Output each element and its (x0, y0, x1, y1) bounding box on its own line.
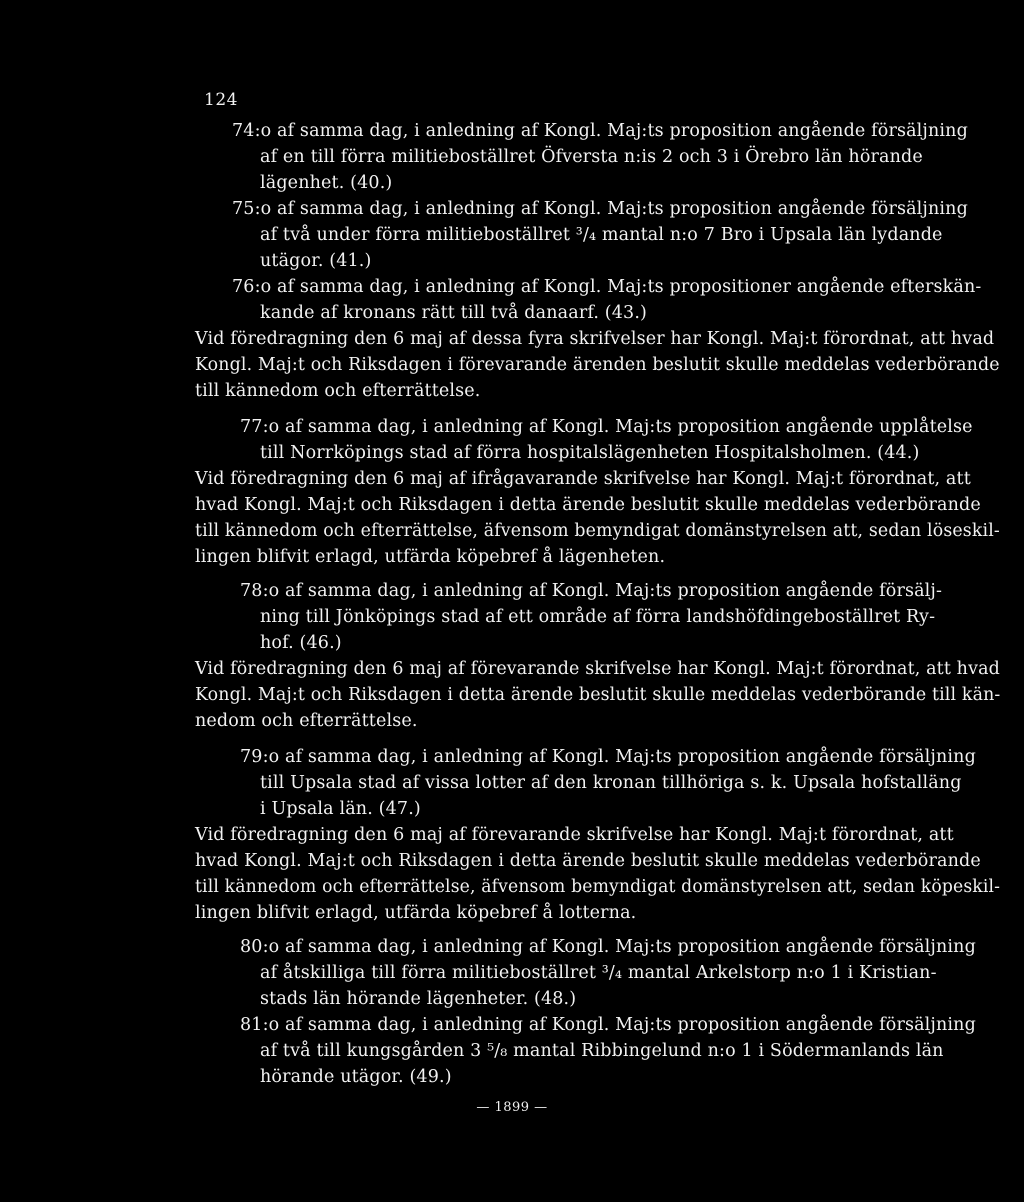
text-line: 81:o af samma dag, i anledning af Kongl. Maj:ts proposition angående försäljning (240, 1015, 976, 1035)
text-line: af två under förra militieboställret ³/₄ mantal n:o 7 Bro i Upsala län lydande (260, 225, 943, 245)
text-line: hvad Kongl. Maj:t och Riksdagen i detta ärende beslutit skulle meddelas vederbörande (195, 495, 981, 515)
text-line: 77:o af samma dag, i anledning af Kongl. Maj:ts proposition angående upplåtelse (240, 417, 973, 437)
text-line: nedom och efterrättelse. (195, 711, 418, 731)
text-line: af två till kungsgården 3 ⁵/₈ mantal Ribbingelund n:o 1 i Södermanlands län (260, 1041, 944, 1061)
text-line: hvad Kongl. Maj:t och Riksdagen i detta ärende beslutit skulle meddelas vederbörande (195, 851, 981, 871)
text-line: hörande utägor. (49.) (260, 1067, 452, 1087)
page-number: 124 (204, 90, 238, 110)
text-line: af en till förra militieboställret Öfversta n:is 2 och 3 i Örebro län hörande (260, 147, 923, 167)
text-line: stads län hörande lägenheter. (48.) (260, 989, 577, 1009)
text-line: kande af kronans rätt till två danaarf. (43.) (260, 303, 648, 323)
text-line: Vid föredragning den 6 maj af förevarande skrifvelse har Kongl. Maj:t förordnat, att hvad (195, 659, 1000, 679)
text-line: till Norrköpings stad af förra hospitalslägenheten Hospitalsholmen. (44.) (260, 443, 920, 463)
text-line: utägor. (41.) (260, 251, 372, 271)
text-line: 78:o af samma dag, i anledning af Kongl. Maj:ts proposition angående försälj- (240, 581, 943, 601)
text-line: Vid föredragning den 6 maj af förevarande skrifvelse har Kongl. Maj:t förordnat, att (195, 825, 954, 845)
text-line: 79:o af samma dag, i anledning af Kongl. Maj:ts proposition angående försäljning (240, 747, 976, 767)
text-line: lingen blifvit erlagd, utfärda köpebref å lotterna. (195, 903, 637, 923)
text-line: lingen blifvit erlagd, utfärda köpebref å lägenheten. (195, 547, 666, 567)
text-line: ning till Jönköpings stad af ett område af förra landshöfdingeboställret Ry- (260, 607, 936, 627)
text-line: Kongl. Maj:t och Riksdagen i förevarande ärenden beslutit skulle meddelas vederbörande (195, 355, 1000, 375)
text-line: Kongl. Maj:t och Riksdagen i detta ärende beslutit skulle meddelas vederbörande till kän- (195, 685, 1001, 705)
text-line: 80:o af samma dag, i anledning af Kongl. Maj:ts proposition angående försäljning (240, 937, 976, 957)
text-line: i Upsala län. (47.) (260, 799, 421, 819)
text-line: till kännedom och efterrättelse, äfvensom bemyndigat domänstyrelsen att, sedan löseskil- (195, 521, 1000, 541)
text-line: till kännedom och efterrättelse, äfvensom bemyndigat domänstyrelsen att, sedan köpeskil- (195, 877, 1001, 897)
text-line: 75:o af samma dag, i anledning af Kongl. Maj:ts proposition angående försäljning (232, 199, 968, 219)
page-footer: — 1899 — (476, 1100, 548, 1115)
text-line: Vid föredragning den 6 maj af dessa fyra skrifvelser har Kongl. Maj:t förordnat, att hvad (195, 329, 995, 349)
text-line: af åtskilliga till förra militieboställret ³/₄ mantal Arkelstorp n:o 1 i Kristian- (260, 963, 937, 983)
text-line: lägenhet. (40.) (260, 173, 393, 193)
text-line: 74:o af samma dag, i anledning af Kongl. Maj:ts proposition angående försäljning (232, 121, 968, 141)
text-line: hof. (46.) (260, 633, 342, 653)
text-line: Vid föredragning den 6 maj af ifrågavarande skrifvelse har Kongl. Maj:t förordnat, att (195, 469, 971, 489)
text-line: till kännedom och efterrättelse. (195, 381, 481, 401)
text-line: till Upsala stad af vissa lotter af den kronan tillhöriga s. k. Upsala hofstalläng (260, 773, 962, 793)
text-line: 76:o af samma dag, i anledning af Kongl. Maj:ts propositioner angående efterskän- (232, 277, 982, 297)
